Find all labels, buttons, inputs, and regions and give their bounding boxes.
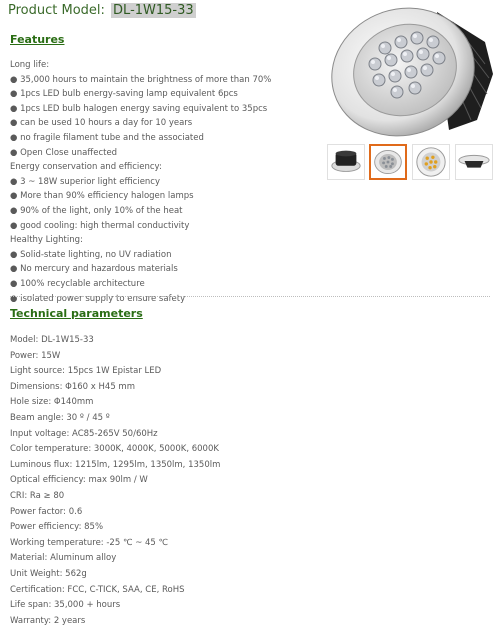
list-item: Certification: FCC, C-TICK, SAA, CE, RoHS <box>10 584 185 595</box>
list-item: Power factor: 0.6 <box>10 506 83 517</box>
technical-list <box>10 333 220 629</box>
list-item: Warranty: 2 years <box>10 615 86 626</box>
list-item: Energy conservation and efficiency: <box>10 162 162 173</box>
list-item: Model: DL-1W15-33 <box>10 335 94 345</box>
section-divider <box>10 296 490 297</box>
list-item: CRI: Ra ≥ 80 <box>10 490 65 501</box>
list-item: Unit Weight: 562g <box>10 568 87 579</box>
list-item: Beam angle: 30 º / 45 º <box>10 412 110 423</box>
list-item: Color temperature: 3000K, 4000K, 5000K, 6000K <box>10 444 219 455</box>
list-item: ● No mercury and hazardous materials <box>10 264 178 275</box>
list-item: ● 90% of the light, only 10% of the heat <box>10 205 183 216</box>
list-item: Long life: <box>10 60 50 70</box>
list-item: ● 1pcs LED bulb halogen energy saving equivalent to 35pcs <box>10 103 268 114</box>
thumbnail-2[interactable] <box>369 144 407 180</box>
list-item: ● isolated power supply to ensure safety <box>10 293 186 304</box>
product-model-heading <box>8 3 196 18</box>
list-item: Optical efficiency: max 90lm / W <box>10 475 148 486</box>
list-item: Healthy Lighting: <box>10 235 83 246</box>
model-code: DL-1W15-33 <box>113 3 194 18</box>
thumbnail-4[interactable] <box>455 144 493 180</box>
list-item: ● no fragile filament tube and the associated <box>10 132 204 143</box>
technical-heading: Technical parameters <box>10 307 143 320</box>
list-item: ● can be used 10 hours a day for 10 years <box>10 118 193 129</box>
thumbnail-3[interactable] <box>412 144 450 180</box>
list-item: Power efficiency: 85% <box>10 522 104 533</box>
list-item: ● Solid-state lighting, no UV radiation <box>10 249 172 260</box>
list-item: Dimensions: Φ160 x H45 mm <box>10 381 135 392</box>
list-item: ● 1pcs LED bulb energy-saving lamp equivalent 6pcs <box>10 89 238 100</box>
list-item: Hole size: Φ140mm <box>10 397 94 408</box>
list-item: Luminous flux: 1215lm, 1295lm, 1350lm, 1350lm <box>10 459 221 470</box>
list-item: Material: Aluminum alloy <box>10 553 117 564</box>
list-item: Input voltage: AC85-265V 50/60Hz <box>10 428 158 439</box>
features-list <box>10 58 271 306</box>
list-item: Life span: 35,000 + hours <box>10 600 121 611</box>
list-item: Working temperature: -25 ℃ ~ 45 ℃ <box>10 537 169 548</box>
list-item: ● 100% recyclable architecture <box>10 278 145 289</box>
list-item: ● More than 90% efficiency halogen lamps <box>10 191 194 202</box>
list-item: ● 3 ~ 18W superior light efficiency <box>10 176 161 187</box>
list-item: Power: 15W <box>10 350 61 361</box>
list-item: ● Open Close unaffected <box>10 147 118 158</box>
product-main-image <box>325 2 495 138</box>
thumbnail-1[interactable] <box>327 144 365 180</box>
list-item: ● good cooling: high thermal conductivity <box>10 220 190 231</box>
features-heading: Features <box>10 33 65 46</box>
list-item: Light source: 15pcs 1W Epistar LED <box>10 366 162 377</box>
model-label: Product Model: <box>8 3 105 18</box>
list-item: ● 35,000 hours to maintain the brightness of more than 70% <box>10 74 272 85</box>
